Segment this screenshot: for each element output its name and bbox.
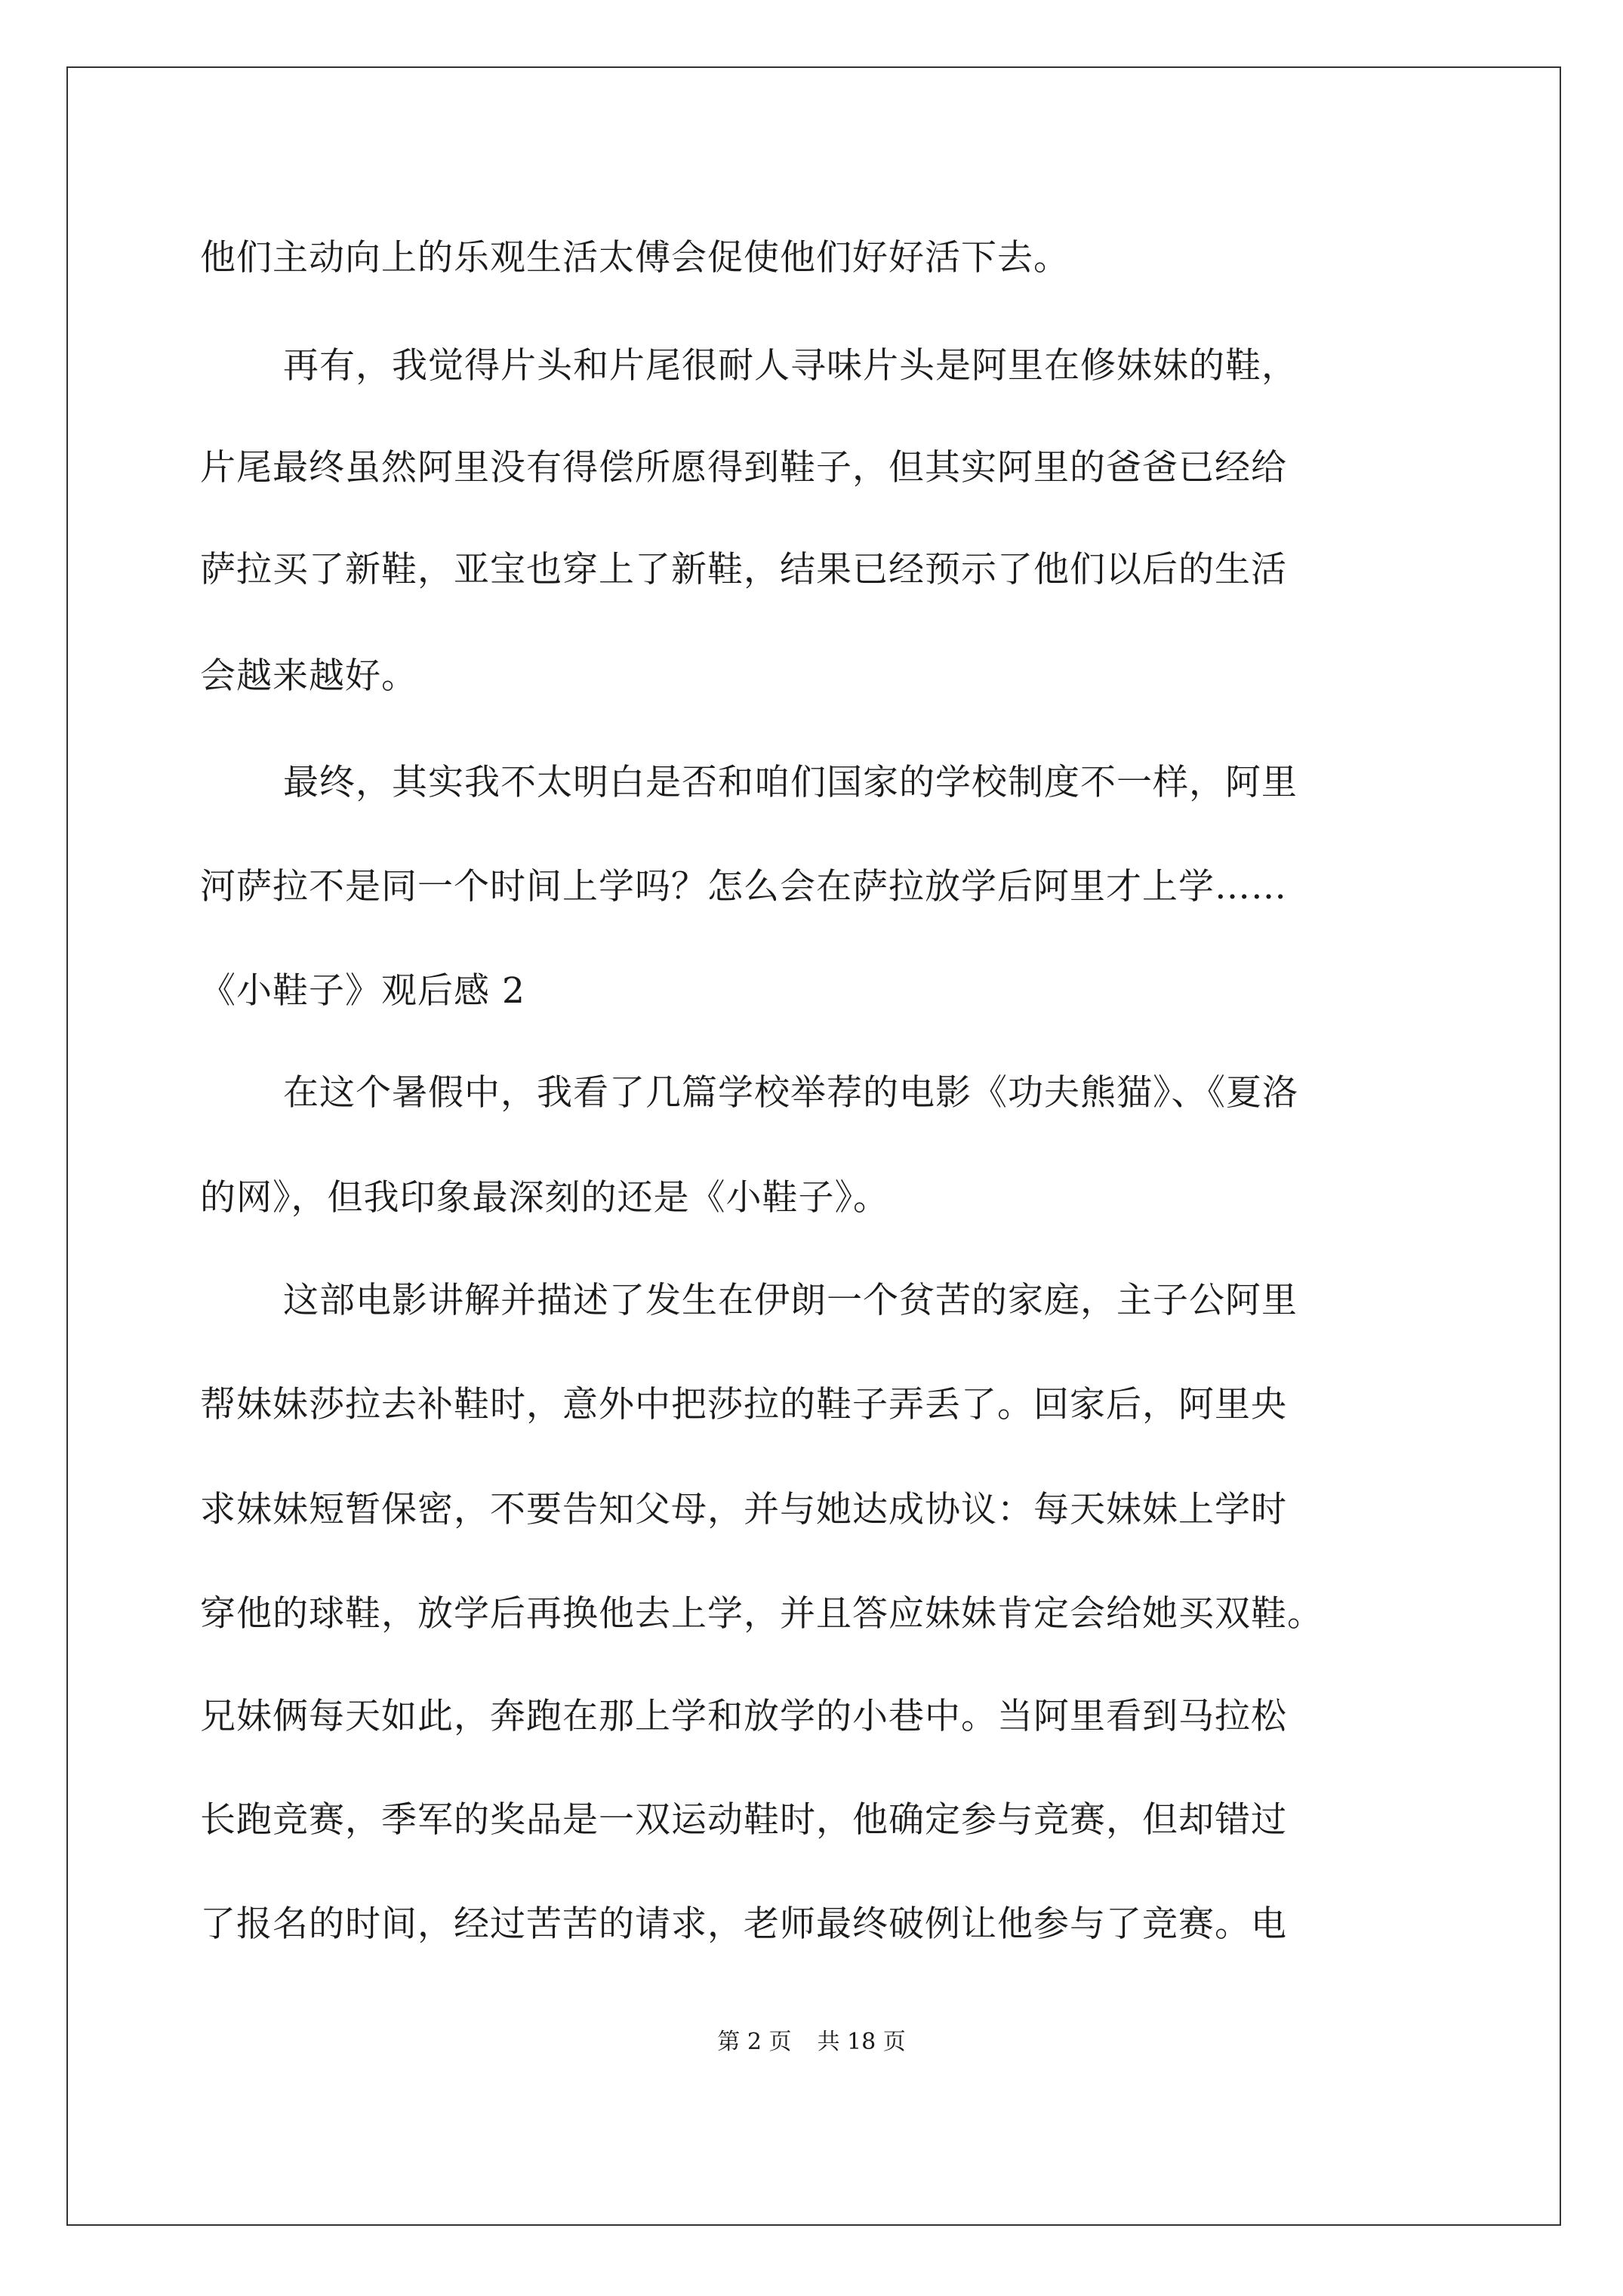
- text-line: 在这个暑假中，我看了几篇学校举荐的电影《功夫熊猫》、《夏洛: [283, 1072, 1298, 1114]
- text-line: 最终，其实我不太明白是否和咱们国家的学校制度不一样，阿里: [283, 762, 1298, 803]
- total-pages: 共 18 页: [817, 2029, 906, 2055]
- text-line: 会越来越好。: [200, 655, 417, 697]
- page-footer: [0, 2027, 1623, 2057]
- text-line: 他们主动向上的乐观生活太傅会促使他们好好活下去。: [200, 237, 1070, 279]
- text-line: 河萨拉不是同一个时间上学吗？怎么会在萨拉放学后阿里才上学……: [200, 866, 1287, 908]
- text-line: 的网》，但我印象最深刻的还是《小鞋子》。: [200, 1177, 889, 1219]
- text-line: 长跑竞赛，季军的奖品是一双运动鞋时，他确定参与竞赛，但却错过: [200, 1799, 1287, 1841]
- text-line: 兄妹俩每天如此，奔跑在那上学和放学的小巷中。当阿里看到马拉松: [200, 1696, 1287, 1737]
- text-line: 这部电影讲解并描述了发生在伊朗一个贫苦的家庭，主子公阿里: [283, 1280, 1298, 1321]
- text-line: 片尾最终虽然阿里没有得偿所愿得到鞋子，但其实阿里的爸爸已经给: [200, 447, 1287, 488]
- text-line: 萨拉买了新鞋，亚宝也穿上了新鞋，结果已经预示了他们以后的生活: [200, 549, 1287, 590]
- text-line: 求妹妹短暂保密，不要告知父母，并与她达成协议：每天妹妹上学时: [200, 1489, 1287, 1530]
- page-number: 第 2 页: [717, 2029, 792, 2055]
- text-line: 再有，我觉得片头和片尾很耐人寻味片头是阿里在修妹妹的鞋，: [283, 345, 1298, 387]
- text-line: 穿他的球鞋，放学后再换他去上学，并且答应妹妹肯定会给她买双鞋。: [200, 1593, 1323, 1635]
- text-line: 帮妹妹莎拉去补鞋时，意外中把莎拉的鞋子弄丢了。回家后，阿里央: [200, 1384, 1287, 1425]
- text-line: 了报名的时间，经过苦苦的请求，老师最终破例让他参与了竞赛。电: [200, 1903, 1287, 1945]
- section-heading: 《小鞋子》观后感 2: [200, 970, 525, 1012]
